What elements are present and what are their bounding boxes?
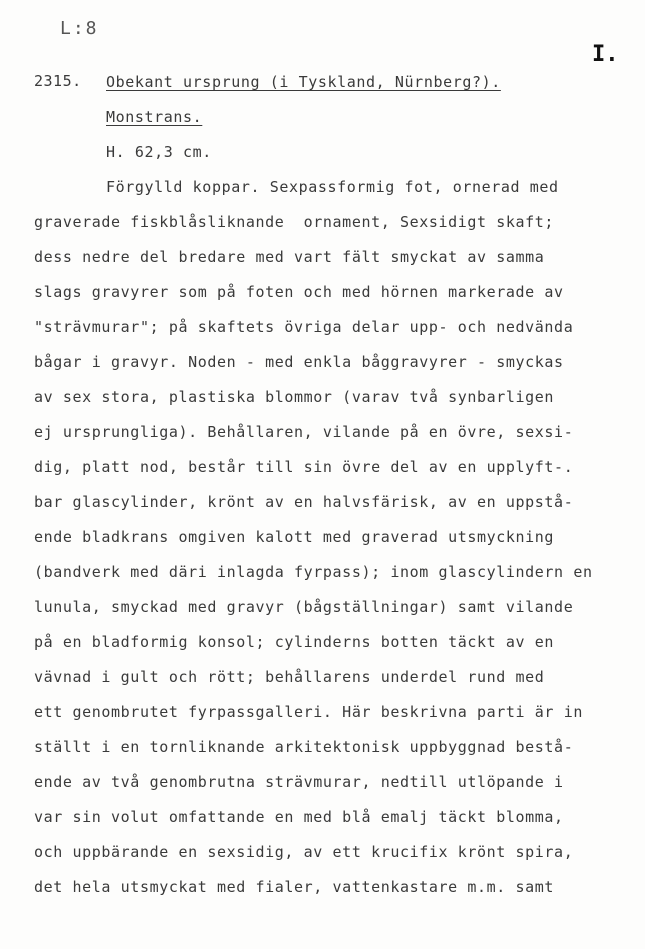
entry-height: H. 62,3 cm. (106, 143, 212, 161)
body-line: lunula, smyckad med gravyr (bågställningar) samt vilande (34, 598, 574, 616)
body-line: Förgylld koppar. Sexpassformig fot, ornerad med (106, 178, 559, 196)
body-line: "strävmurar"; på skaftets övriga delar upp- och nedvända (34, 318, 574, 336)
body-line: (bandverk med däri inlagda fyrpass); inom glascylindern en (34, 563, 593, 581)
body-line: vävnad i gult och rött; behållarens underdel rund med (34, 668, 545, 686)
page-number: I. (592, 42, 619, 67)
body-line: ett genombrutet fyrpassgalleri. Här beskrivna parti är in (34, 703, 583, 721)
body-line: av sex stora, plastiska blommor (varav två synbarligen (34, 388, 555, 406)
entry-number: 2315. (34, 72, 82, 90)
body-line: ende bladkrans omgiven kalott med graverad utsmyckning (34, 528, 555, 546)
body-line: på en bladformig konsol; cylinderns botten täckt av en (34, 633, 555, 651)
body-line: ende av två genombrutna strävmurar, nedtill utlöpande i (34, 773, 564, 791)
body-line: dig, platt nod, består till sin övre del av en upplyft-. (34, 458, 574, 476)
body-line: var sin volut omfattande en med blå emalj täckt blomma, (34, 808, 564, 826)
body-line: bågar i gravyr. Noden - med enkla båggravyrer - smyckas (34, 353, 564, 371)
body-line: bar glascylinder, krönt av en halvsfärisk, av en uppstå- (34, 493, 574, 511)
body-line: dess nedre del bredare med vart fält smyckat av samma (34, 248, 545, 266)
body-line: slags gravyrer som på foten och med hörnen markerade av (34, 283, 564, 301)
handwritten-corner-note: L:8 (60, 18, 99, 39)
body-line: ställt i en tornliknande arkitektonisk uppbyggnad bestå- (34, 738, 574, 756)
body-line: ej ursprungliga). Behållaren, vilande på en övre, sexsi- (34, 423, 574, 441)
entry-title: Monstrans. (106, 108, 203, 126)
body-line: graverade fiskblåsliknande ornament, Sexsidigt skaft; (34, 213, 555, 231)
body-line: det hela utsmyckat med fialer, vattenkastare m.m. samt (34, 878, 555, 896)
entry-origin: Obekant ursprung (i Tyskland, Nürnberg?). (106, 73, 501, 91)
body-line: och uppbärande en sexsidig, av ett krucifix krönt spira, (34, 843, 574, 861)
